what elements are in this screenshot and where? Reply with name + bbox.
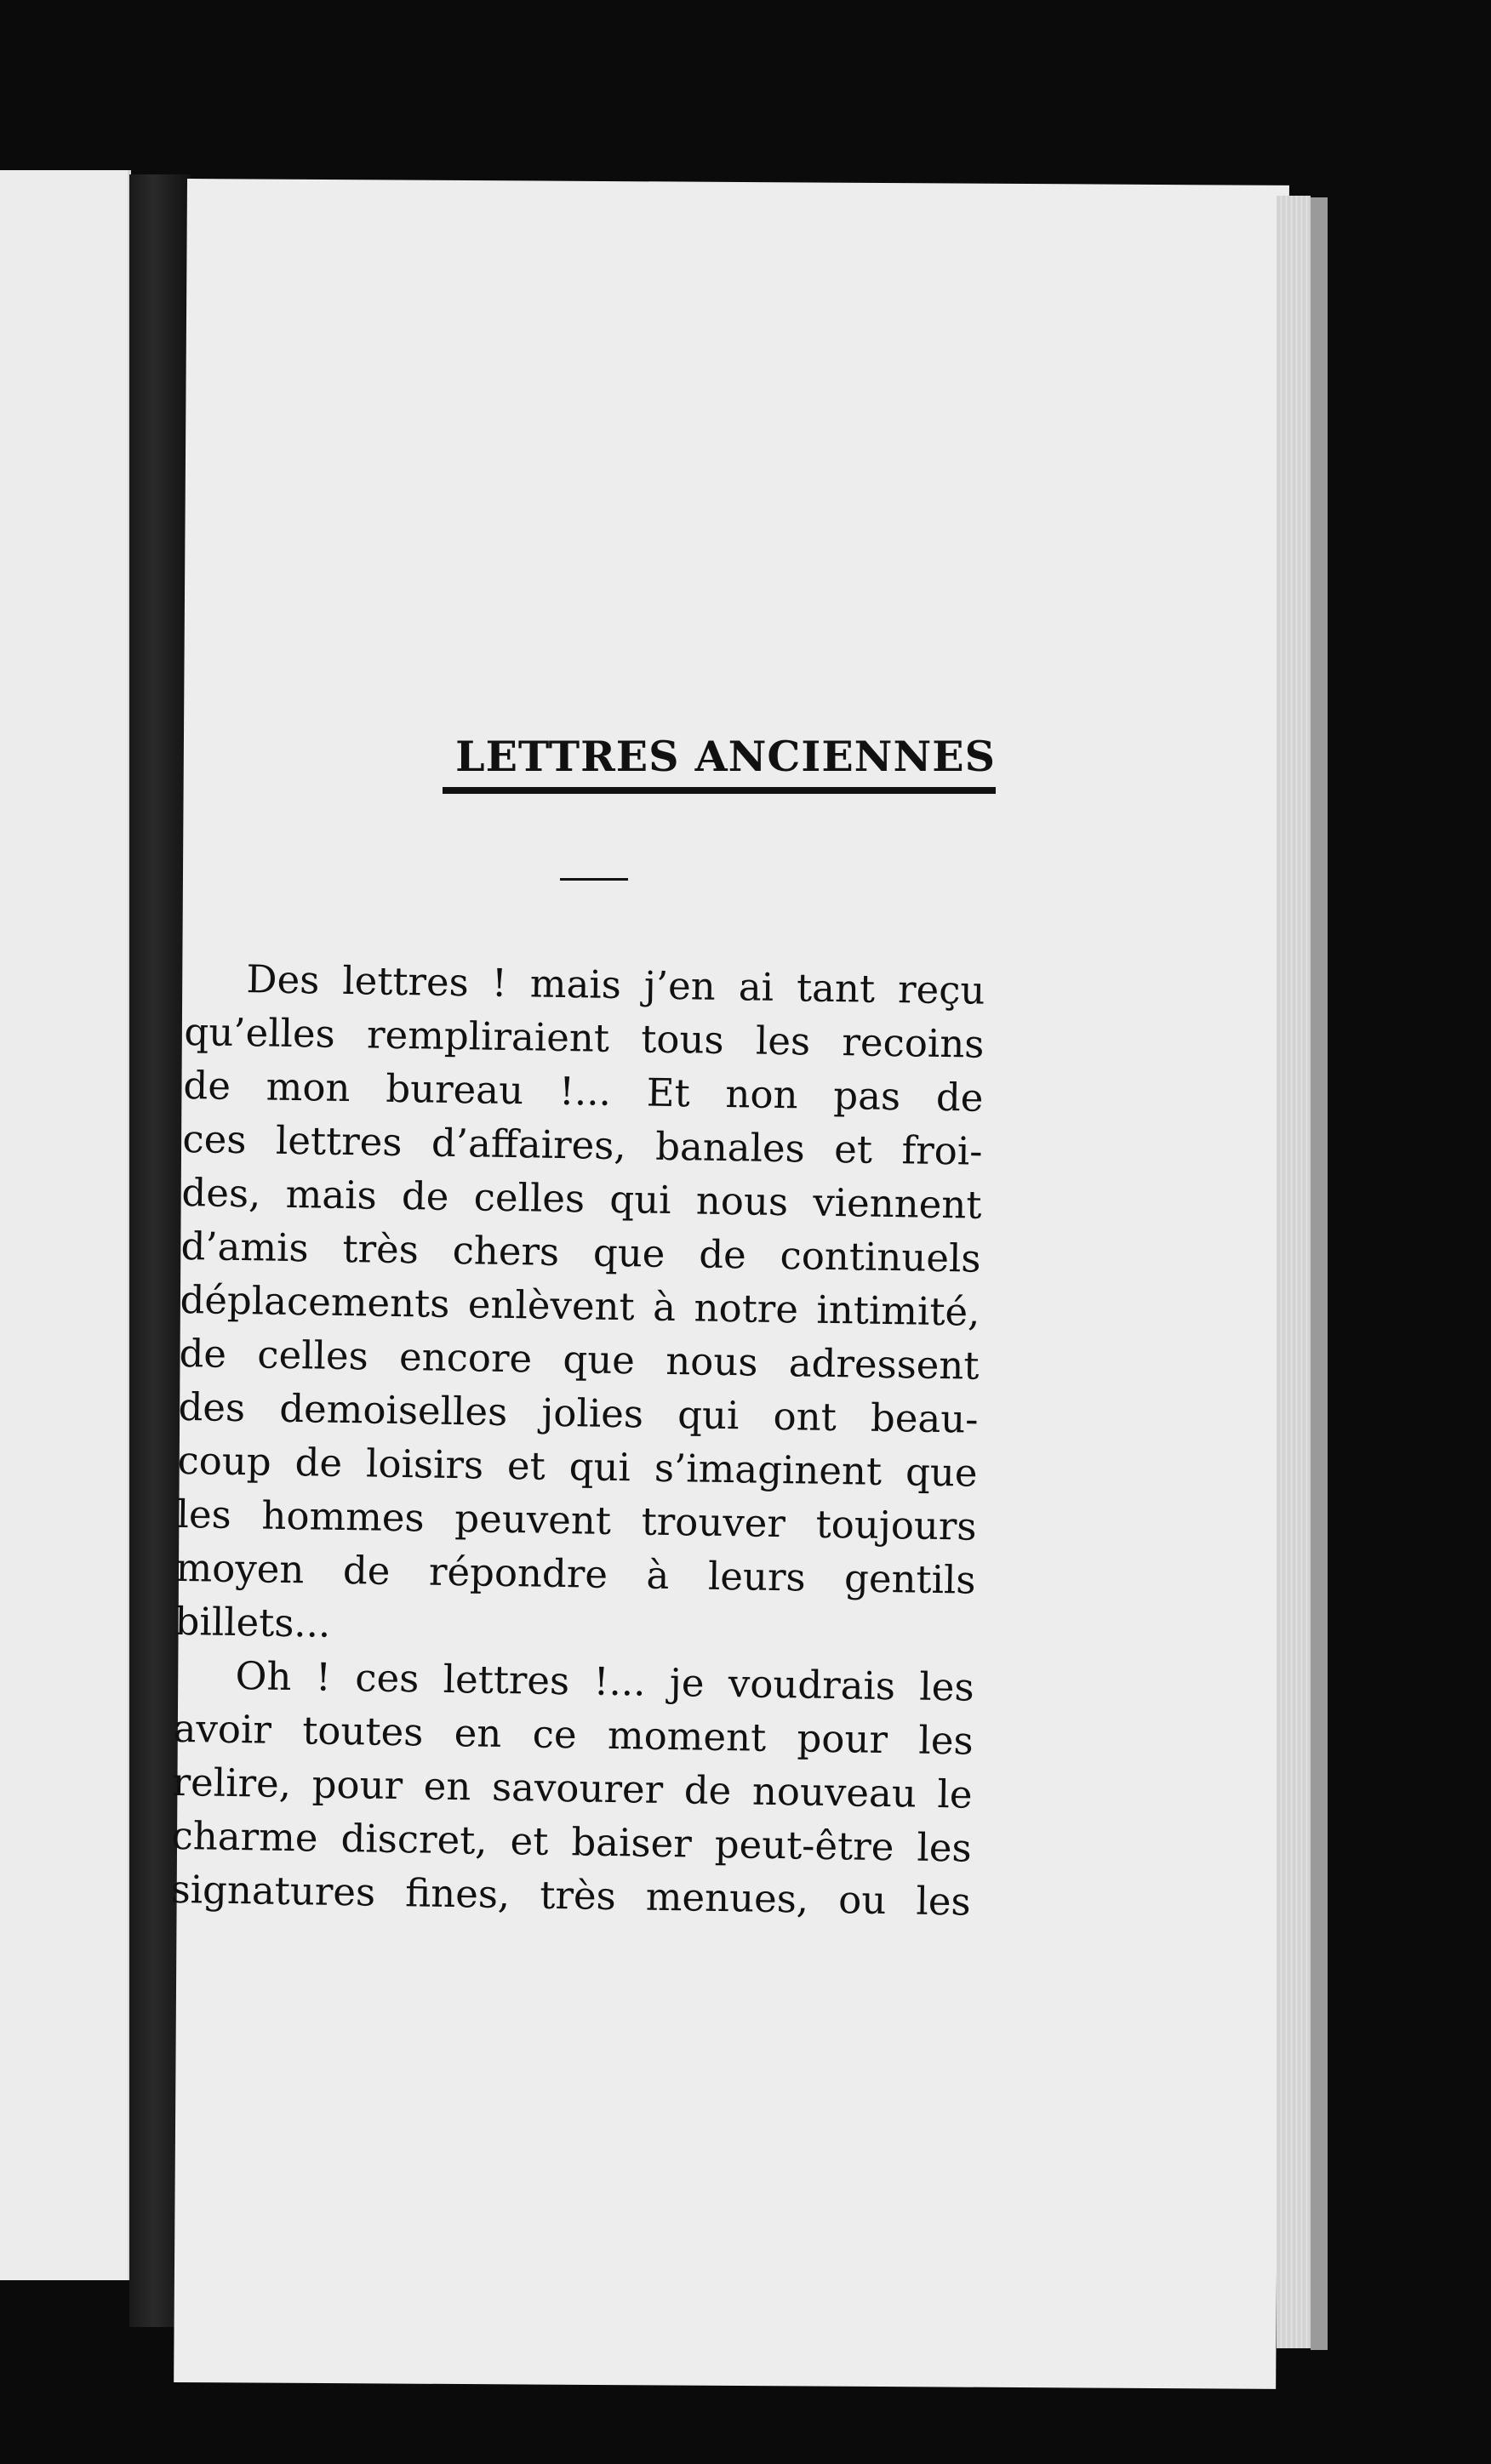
text-line: signatures fines, très menues, ou les — [170, 1866, 971, 1925]
title-underline — [443, 787, 996, 794]
text-line: des demoiselles jolies qui ont beau- — [178, 1383, 979, 1442]
left-page-edge — [0, 170, 131, 2280]
text-line: déplacements enlèvent à notre intimité, — [180, 1276, 980, 1335]
body-text — [170, 951, 985, 1929]
text-line: des, mais de celles qui nous viennent — [181, 1169, 982, 1228]
text-line: charme discret, et baiser peut-être les — [171, 1812, 972, 1871]
text-line: de mon bureau !... Et non pas de — [183, 1062, 984, 1121]
chapter-title: LETTRES ANCIENNES — [455, 732, 996, 781]
text-line: relire, pour en savourer de nouveau le — [172, 1759, 973, 1817]
text-line: moyen de répondre à leurs gentils — [175, 1544, 976, 1603]
text-line: ces lettres d’affaires, banales et froi- — [182, 1115, 983, 1174]
text-line: Oh ! ces lettres !... je voudrais les — [235, 1653, 974, 1710]
section-separator-dash — [560, 878, 628, 881]
text-line: les hommes peuvent trouver toujours — [176, 1491, 977, 1549]
chapter-heading — [443, 732, 996, 794]
text-line: avoir toutes en ce moment pour les — [173, 1705, 974, 1764]
text-line: coup de loisirs et qui s’imaginent que — [177, 1437, 978, 1496]
paragraph-2 — [170, 1648, 974, 1929]
text-line: de celles encore que nous adressent — [179, 1330, 980, 1389]
text-line: billets... — [174, 1598, 331, 1646]
page-edge-shadow — [1311, 197, 1328, 2350]
text-line: qu’elles rempliraient tous les recoins — [184, 1008, 985, 1067]
text-line: Des lettres ! mais j’en ai tant reçu — [246, 956, 985, 1013]
page-edge-stack — [1277, 196, 1311, 2348]
paragraph-1 — [174, 951, 985, 1661]
text-line: d’amis très chers que de continuels — [180, 1223, 981, 1281]
